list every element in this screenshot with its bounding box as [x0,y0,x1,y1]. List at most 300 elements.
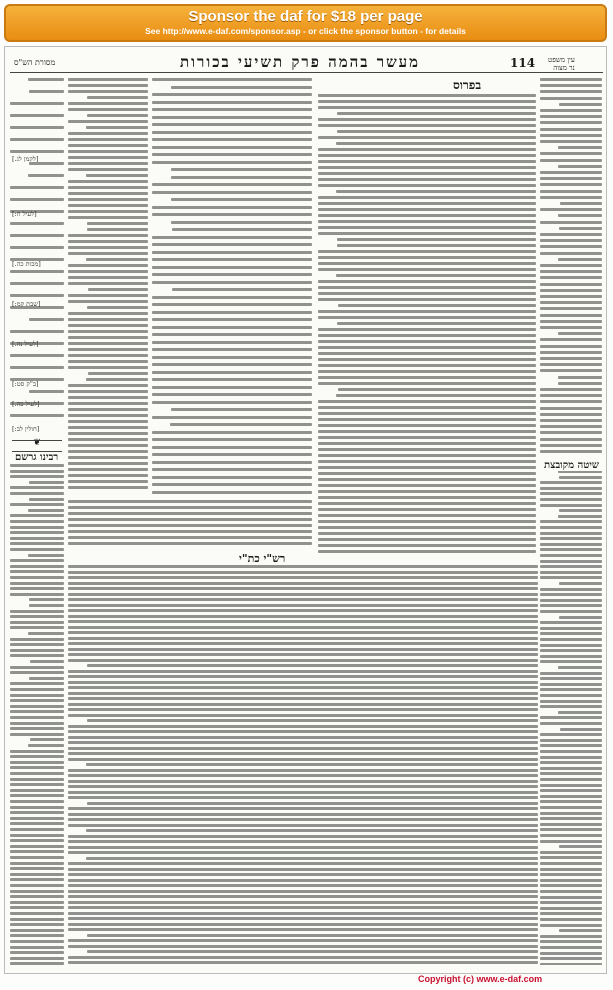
text-line [68,846,538,849]
text-line [87,802,538,805]
text-line [540,239,602,242]
text-line [540,739,602,742]
text-line [10,576,64,579]
text-line [10,222,64,225]
text-line [68,862,538,865]
text-line [318,376,536,379]
banner-title: Sponsor the daf for $18 per page [188,8,423,25]
text-line [87,664,538,667]
text-line [29,598,64,601]
text-line [68,300,148,303]
text-line [68,774,538,777]
text-line [29,677,64,680]
text-line [10,856,64,859]
text-line [68,736,538,739]
text-line [171,221,312,224]
text-line [540,604,602,607]
text-line [10,817,64,820]
text-line [540,957,602,960]
text-line [318,514,536,517]
text-line [540,526,602,529]
text-line [172,228,312,231]
text-line [558,165,602,168]
text-line [68,582,538,585]
text-line [540,97,602,100]
text-line [29,318,64,321]
text-line [152,153,312,156]
text-line [68,868,538,871]
text-line [318,454,536,457]
text-line [68,675,538,678]
text-line [540,276,602,279]
text-line [318,364,536,367]
text-line [68,692,538,695]
text-line [540,504,602,507]
text-line [540,644,602,647]
text-line [68,468,148,471]
text-line [540,320,602,323]
text-line [540,784,602,787]
text-line [540,413,602,416]
text-line [10,946,64,949]
text-line [318,352,536,355]
text-line [88,372,148,375]
text-line [540,90,602,93]
text-line [10,839,64,842]
text-line [68,653,538,656]
text-line [68,961,538,964]
text-line [10,766,64,769]
text-line [318,478,536,481]
text-line [152,296,312,299]
text-line [540,677,602,680]
text-line [68,609,538,612]
text-line [540,705,602,708]
page-title: מעשר בהמה פרק תשיעי בכורות [180,53,421,71]
text-line [10,366,64,369]
text-line [68,956,538,959]
text-line [318,526,536,529]
text-line [68,912,538,915]
text-line [10,822,64,825]
text-line [10,354,64,357]
text-line [152,371,312,374]
text-line [318,544,536,547]
text-line [152,438,312,441]
copyright-footer: Copyright (c) www.e-daf.com [418,974,543,984]
text-line [10,414,64,417]
rashi-column [318,78,536,556]
text-line [10,722,64,725]
text-line [152,116,312,119]
text-line [29,481,64,484]
text-line [68,312,148,315]
text-line [10,621,64,624]
text-line [68,348,148,351]
text-line [558,214,602,217]
text-line [10,962,64,965]
text-line [540,963,602,965]
text-line [560,728,602,731]
text-line [68,180,148,183]
text-line [10,772,64,775]
text-line [68,518,312,521]
text-line [152,108,312,111]
text-line [10,102,64,105]
text-line [318,406,536,409]
text-line [540,419,602,422]
text-line [540,338,602,341]
text-line [540,800,602,803]
text-line [318,346,536,349]
text-line [540,571,602,574]
text-line [318,118,536,121]
text-line [540,369,602,372]
text-line [68,697,538,700]
text-line [540,190,602,193]
text-line [152,363,312,366]
text-line [68,438,148,441]
text-line [318,328,536,331]
text-line [68,216,148,219]
text-line [540,912,602,915]
text-line [10,548,64,551]
text-line [87,950,538,953]
text-line [540,840,602,843]
text-line [318,448,536,451]
text-line [68,840,538,843]
text-line [318,250,536,253]
text-line [318,382,536,385]
text-line [540,660,602,663]
text-line [86,126,148,129]
text-line [318,232,536,235]
text-line [68,150,148,153]
text-line [540,554,602,557]
text-line [540,772,602,775]
text-line [152,476,312,479]
text-line [318,178,536,181]
margin-note: [לעיל נה.] [12,340,39,348]
text-line [540,896,602,899]
text-line [318,466,536,469]
text-line [318,124,536,127]
text-line [68,928,538,931]
text-line [540,177,602,180]
text-line [10,559,64,562]
text-line [68,186,148,189]
heading-rabbeinu-gershom: רבינו גרשם [12,452,61,463]
text-line [540,270,602,273]
text-line [540,548,602,551]
text-line [10,778,64,781]
text-line [540,868,602,871]
text-line [540,593,602,596]
text-line [337,322,536,325]
text-line [540,171,602,174]
text-line [540,873,602,876]
text-line [540,283,602,286]
margin-note: [לעיל כה.] [12,400,40,408]
text-line [10,806,64,809]
text-line [68,818,538,821]
text-line [68,456,148,459]
text-line [68,879,538,882]
text-line [152,431,312,434]
text-line [10,531,64,534]
text-line [337,238,536,241]
text-line [68,102,148,105]
header-rule [10,72,603,73]
text-line [152,78,312,81]
text-line [540,532,602,535]
text-line [540,115,602,118]
text-line [540,901,602,904]
text-line [318,484,536,487]
text-line [10,294,64,297]
text-line [318,166,536,169]
text-line [68,506,312,509]
text-line [318,154,536,157]
gemara-column [152,78,312,498]
text-line [10,492,64,495]
text-line [68,500,312,503]
text-line [336,142,536,145]
sponsor-banner[interactable] [4,4,607,42]
text-line [10,699,64,702]
text-line [10,733,64,736]
text-line [318,286,536,289]
text-line [152,273,312,276]
text-line [337,244,536,247]
text-line [318,268,536,271]
text-line [68,587,538,590]
text-line [318,292,536,295]
text-line [318,424,536,427]
text-line [540,862,602,865]
text-line [29,498,64,501]
text-line [86,857,538,860]
text-line [10,520,64,523]
text-line [318,106,536,109]
text-line [68,444,148,447]
text-line [152,326,312,329]
text-line [171,86,312,89]
text-line [68,917,538,920]
text-line [540,245,602,248]
text-line [172,288,312,291]
text-line [540,649,602,652]
text-line [318,418,536,421]
text-line [68,108,148,111]
text-line [68,906,538,909]
text-line [152,356,312,359]
text-line [540,924,602,927]
text-line [540,128,602,131]
text-line [318,94,536,97]
text-line [68,342,148,345]
text-line [10,755,64,758]
text-line [68,408,148,411]
text-line [152,123,312,126]
text-line [10,705,64,708]
text-line [152,341,312,344]
text-line [318,538,536,541]
text-line [318,214,536,217]
text-line [10,587,64,590]
text-line [68,571,538,574]
text-line [10,940,64,943]
margin-note: [לעיל ח:] [12,210,37,218]
text-line [152,251,312,254]
text-line [10,593,64,596]
text-line [68,895,538,898]
text-line [10,761,64,764]
text-line [10,890,64,893]
text-line [540,884,602,887]
text-line [540,683,602,686]
text-line [540,716,602,719]
text-line [152,161,312,164]
text-line [10,727,64,730]
text-line [152,131,312,134]
text-line [86,174,148,177]
text-line [10,923,64,926]
text-line [540,121,602,124]
text-line [152,258,312,261]
text-line [540,221,602,224]
text-line [540,537,602,540]
text-line [68,659,538,662]
text-line [68,824,538,827]
text-line [10,688,64,691]
text-line [10,643,64,646]
text-line [28,174,64,177]
text-line [540,560,602,563]
text-line [540,140,602,143]
text-line [87,306,148,309]
text-line [540,851,602,854]
text-line [88,288,148,291]
text-line [68,432,148,435]
text-line [318,208,536,211]
banner-subtitle: See http://www.e-daf.com/sponsor.asp - or click the sponsor button - for details [145,26,466,36]
text-line [540,351,602,354]
text-line [318,472,536,475]
text-line [540,940,602,943]
text-line [68,626,538,629]
text-line [10,486,64,489]
text-line [559,227,602,230]
text-line [152,401,312,404]
text-line [558,258,602,261]
text-line [558,146,602,149]
text-line [68,780,538,783]
text-line [540,638,602,641]
text-line [318,460,536,463]
text-line [10,114,64,117]
text-line [318,508,536,511]
text-line [10,934,64,937]
text-line [540,610,602,613]
text-line [68,396,148,399]
text-line [68,747,538,750]
text-line [540,492,602,495]
text-line [540,588,602,591]
text-line [540,778,602,781]
text-line [68,276,148,279]
text-line [152,146,312,149]
text-line [68,939,538,942]
text-line [338,304,536,307]
text-line [10,570,64,573]
text-line [68,282,148,285]
text-line [68,210,148,213]
header-right-note: עין משפט נר מצוה [548,56,575,72]
text-line [10,912,64,915]
text-line [318,490,536,493]
text-line [68,264,148,267]
text-line [540,632,602,635]
margin-note: [ב"ק סט:] [12,380,39,388]
text-line [540,159,602,162]
text-line [152,333,312,336]
text-line [540,295,602,298]
text-line [68,670,538,673]
text-line [318,358,536,361]
text-line [540,357,602,360]
text-line [10,475,64,478]
text-line [10,710,64,713]
text-line [68,324,148,327]
text-line [68,120,148,123]
text-line [10,514,64,517]
text-line [87,96,148,99]
text-line [68,615,538,618]
text-line [68,681,538,684]
rashi-katav-yad-column [68,565,538,965]
text-line [10,537,64,540]
text-line [87,114,148,117]
text-line [318,196,536,199]
text-line [68,294,148,297]
text-line [10,845,64,848]
text-line [540,828,602,831]
text-line [68,758,538,761]
text-line [540,935,602,938]
text-line [10,895,64,898]
text-line [68,84,148,87]
text-line [68,923,538,926]
tosafot-column [68,78,148,493]
text-line [10,906,64,909]
text-line [68,686,538,689]
text-line [540,183,602,186]
text-line [540,621,602,624]
text-line [10,649,64,652]
text-line [152,101,312,104]
text-line [152,386,312,389]
text-line [68,565,538,568]
text-line [68,132,148,135]
text-line [336,190,536,193]
text-line [152,491,312,494]
text-line [68,336,148,339]
text-line [540,438,602,441]
text-line [540,879,602,882]
text-line [152,416,312,419]
text-line [540,425,602,428]
